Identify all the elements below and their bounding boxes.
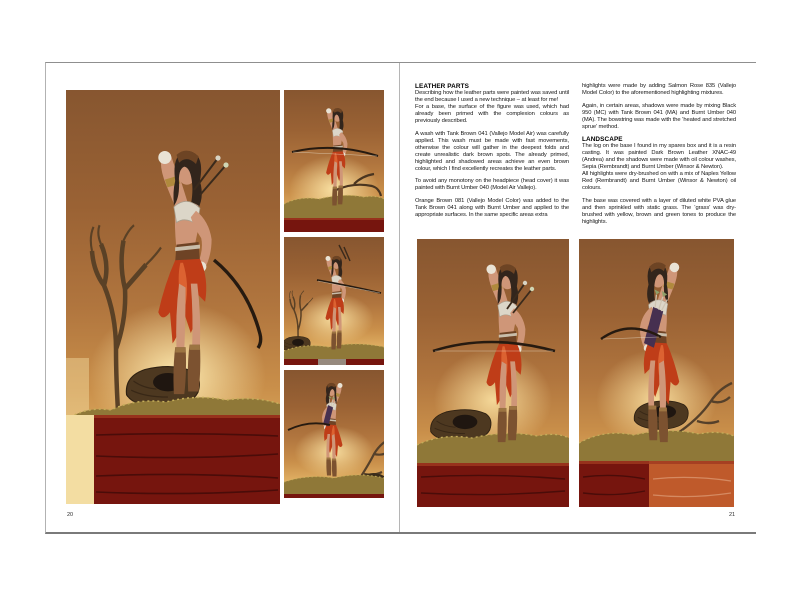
photo-main-front-view — [66, 90, 280, 504]
plinth-orange-face — [649, 461, 734, 507]
paragraph: highlights were made by adding Salmon Rose 835 (Vallejo Model Color) to the aforementioned highlighting mixtures. — [582, 83, 736, 96]
wooden-plinth — [94, 415, 280, 504]
paragraph: Orange Brown 081 (Vallejo Model Color) was added to the Tank Brown 041 along with Burnt Umber and applied to the appropriate surfaces. In the same specific areas extra — [415, 197, 569, 218]
section-heading-landscape: LANDSCAPE — [582, 136, 623, 143]
photo-scene — [284, 370, 384, 498]
photo-scene — [579, 239, 734, 507]
page-number-left: 20 — [67, 512, 74, 518]
page-spine-divider — [399, 63, 400, 532]
paragraph: The log on the base I found in my spares box and it is a resin casting. It was painted Dark Brown Leather XNAC-49 (Andrea) and the shadows were made with oil colour washes, Sepia (Rembrandt) and Burnt Umber (Winsor & Newton). — [582, 143, 736, 170]
bow — [317, 280, 381, 293]
text-column-2 — [582, 83, 736, 226]
bow — [214, 260, 261, 348]
photo-scene — [417, 239, 569, 507]
paragraph: To avoid any monotony on the headpiece (head cover) it was painted with Burnt Umber 040 (Model Air Vallejo). — [415, 178, 569, 191]
bow — [433, 342, 555, 351]
paragraph: The base was covered with a layer of diluted white PVA glue and then sprinkled with static grass. The ‘grass’ was dry-brushed with yellow, brown and green tones to produce the highlights. — [582, 197, 736, 225]
photo-left-profile — [417, 239, 569, 507]
backdrop-light-corner — [66, 415, 94, 504]
bow — [288, 423, 330, 430]
paragraph: Describing how the leather parts were painted was saved until the end because I used a new technique – at least for me! — [415, 90, 569, 103]
plinth-dark-face — [579, 461, 649, 507]
miniature-figure — [322, 383, 343, 477]
paragraph: For a base, the surface of the figure was used, which had already been primed with the complexion colours as previously described. — [415, 104, 569, 124]
page-number-right: 21 — [729, 512, 736, 518]
miniature-figure — [326, 108, 347, 205]
photo-back-profile — [579, 239, 734, 507]
photo-scene — [66, 90, 280, 504]
section-heading-leather-parts: LEATHER PARTS — [415, 83, 469, 90]
magazine-page-spread — [45, 62, 756, 534]
text-column-1 — [415, 83, 569, 219]
photo-scene — [284, 90, 384, 232]
miniature-figure — [326, 256, 347, 350]
plinth-gray-patch — [318, 359, 346, 365]
wooden-plinth — [417, 463, 569, 507]
photo-side-view-small — [284, 90, 384, 232]
photo-back-view-small — [284, 370, 384, 498]
miniature-figure — [158, 151, 211, 394]
paragraph: Again, in certain areas, shadows were made by mixing Black 950 (MC) with Tank Brown 041 (MA) and Burnt Umber 040 (MA). The bowstring was made with the ‘heated and stretched sprue’ method. — [582, 102, 736, 130]
paragraph: All highlights were dry-brushed on with a mix of Naples Yellow Red (Rembrandt) and Burnt Umber (Winsor & Newton) oil colours. — [582, 171, 736, 191]
paragraph: A wash with Tank Brown 041 (Vallejo Model Air) was carefully applied. This wash must be made with fast movements, otherwise the colour will gather in the deepest folds and create unrealistic dark brown spots. The already primed, highlighted and shadowed areas achieve an even brown colour, which I find excellently recreates the leather parts. — [415, 130, 569, 172]
photo-threequarter-view-small — [284, 237, 384, 365]
photo-scene — [284, 237, 384, 365]
